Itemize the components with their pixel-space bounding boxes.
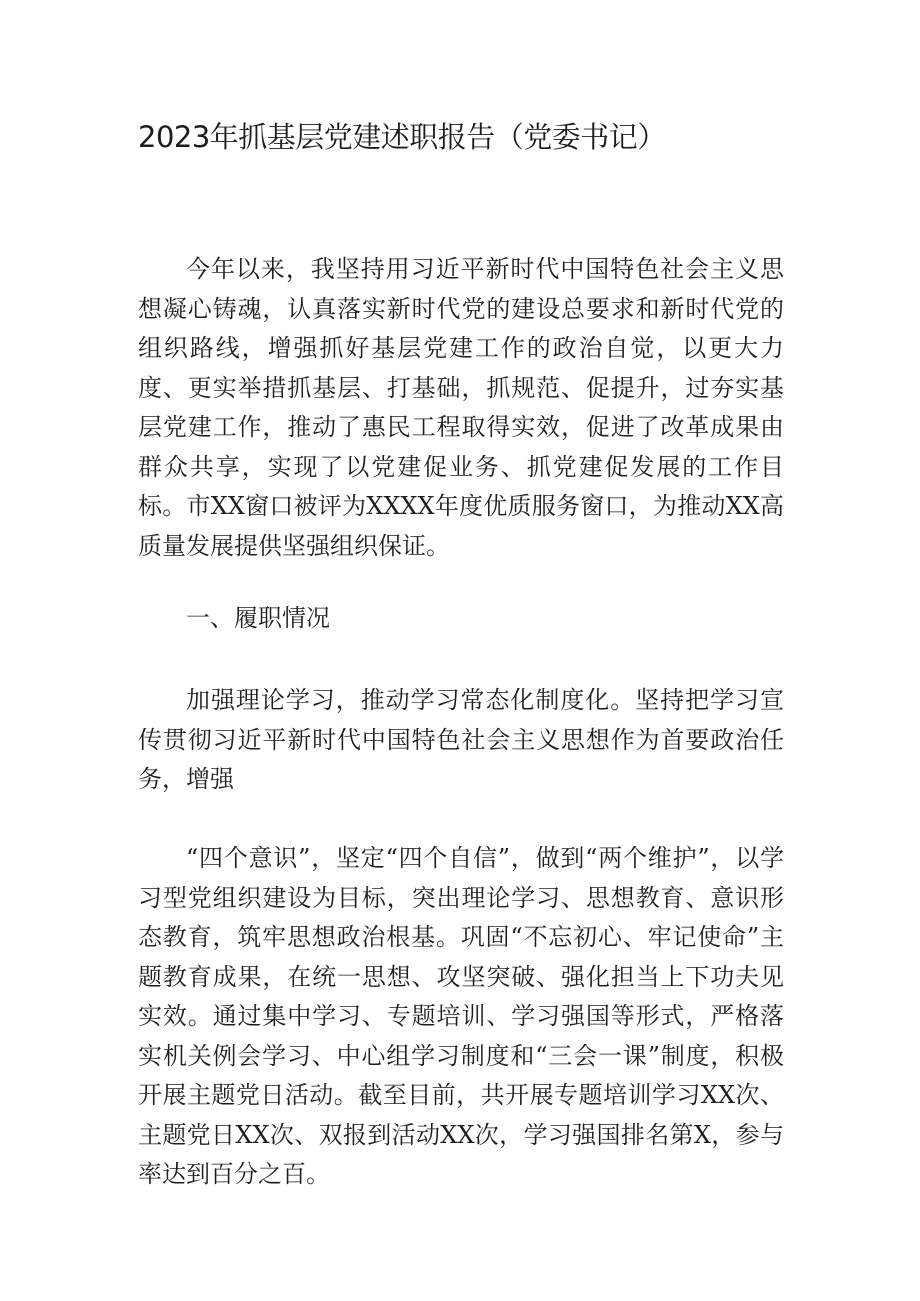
intro-paragraph: 今年以来，我坚持用习近平新时代中国特色社会主义思想凝心铸魂，认真落实新时代党的建设总要求和新时代党的组织路线，增强抓好基层党建工作的政治自觉，以更大力度、更实举措抓基层、打基础，抓规范、促提升，过夯实基层党建工作，推动了惠民工程取得实效，促进了改革成果由群众共享，实现了以党建促业务、抓党建促发展的工作目标。市XX窗口被评为XXXX年度优质服务窗口，为推动XX高质量发展提供坚强组织保证。 — [138, 255, 784, 560]
body-paragraph-continued: “四个意识”，坚定“四个自信”，做到“两个维护”，以学习型党组织建设为目标，突出理论学习、思想教育、意识形态教育，筑牢思想政治根基。巩固“不忘初心、牢记使命”主题教育成果，在统一思想、攻坚突破、强化担当上下功夫见实效。通过集中学习、专题培训、学习强国等形式，严格落实机关例会学习、中心组学习制度和“三会一课”制度，积极开展主题党日活动。截至目前，共开展专题培训学习XX次、主题党日XX次、双报到活动XX次，学习强国排名第X，参与率达到百分之百。 — [138, 844, 784, 1188]
section-heading: 一、履职情况 — [186, 604, 330, 632]
body-paragraph: 加强理论学习，推动学习常态化制度化。坚持把学习宣传贯彻习近平新时代中国特色社会主义思想作为首要政治任务，增强 — [138, 686, 784, 793]
document-title: 2023年抓基层党建述职报告（党委书记） — [138, 120, 666, 154]
